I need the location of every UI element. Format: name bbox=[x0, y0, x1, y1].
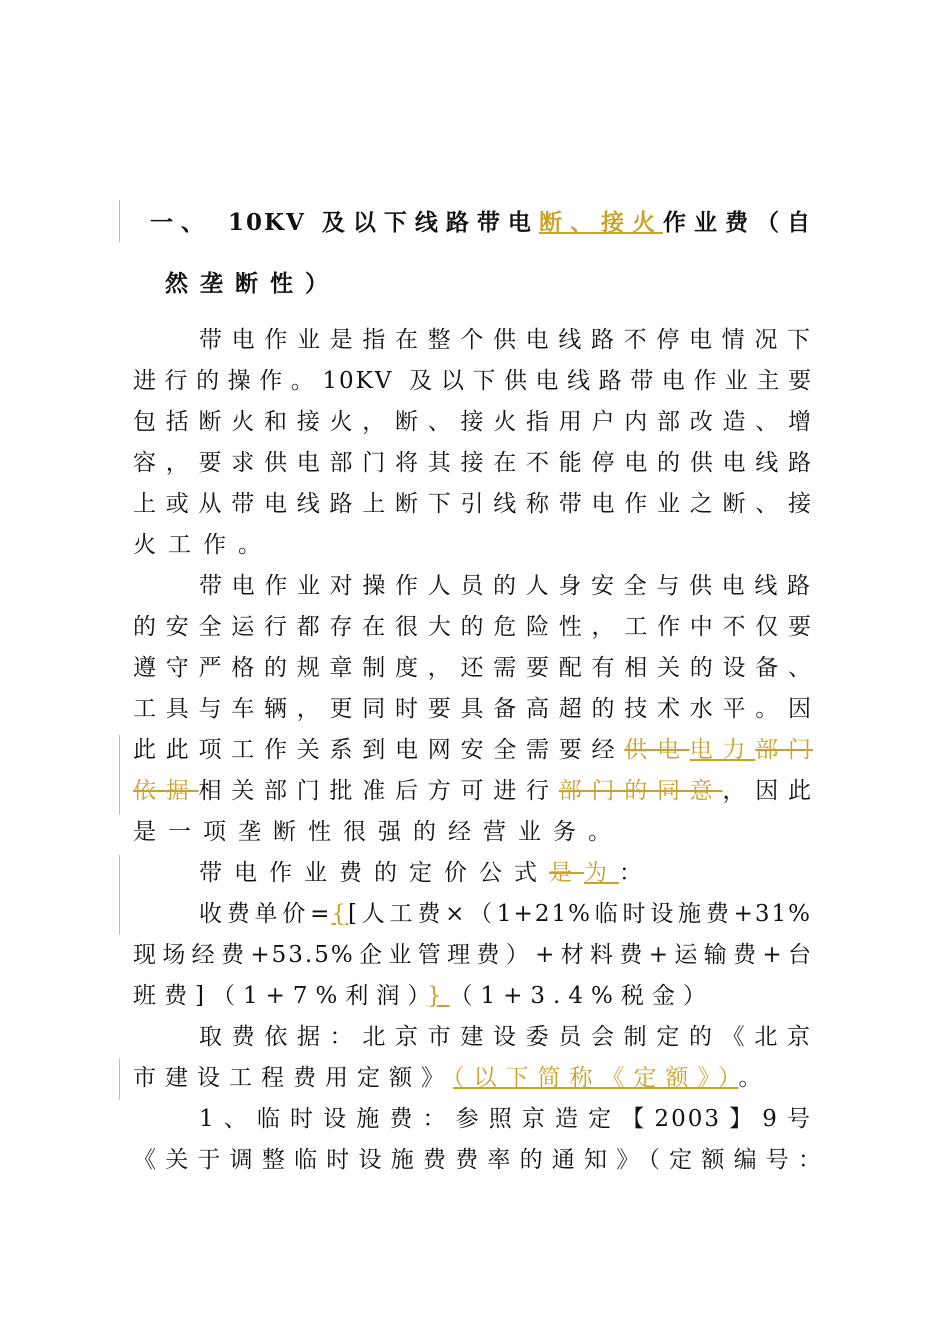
para2-line-7: 是一项垄断性很强的经营业务。 bbox=[133, 819, 623, 845]
change-bar bbox=[119, 200, 120, 242]
para2-line-4: 工具与车辆，更同时要具备高超的技术水平。因 bbox=[133, 696, 813, 722]
para2-line-3: 遵守严格的规章制度，还需要配有相关的设备、 bbox=[133, 655, 813, 681]
change-bar bbox=[119, 735, 120, 815]
formula-intro: 带电作业费的定价公式是为： bbox=[199, 860, 654, 886]
para2-line-2: 的安全运行都存在很大的危险性，工作中不仅要 bbox=[133, 614, 813, 640]
section-heading-line-1: 一、 10KV 及以下线路带电断、接火作业费（自 bbox=[150, 209, 813, 236]
inserted-text: （以下简称《定额》） bbox=[453, 1065, 739, 1091]
para2-line-6: 依据相关部门批准后方可进行部门的同意，因此 bbox=[133, 778, 813, 804]
deleted-text: 供电 bbox=[624, 737, 690, 763]
change-bar bbox=[119, 1058, 120, 1100]
inserted-text: 电力 bbox=[689, 737, 756, 763]
item1-line-1: 1、临时设施费：参照京造定【2003】9号 bbox=[199, 1106, 812, 1132]
para1-line-1: 带电作业是指在整个供电线路不停电情况下 bbox=[199, 327, 812, 353]
para1-line-6: 火工作。 bbox=[133, 532, 273, 558]
basis-line-2: 市建设工程费用定额》（以下简称《定额》）。 bbox=[133, 1065, 771, 1091]
inserted-text: { bbox=[331, 901, 349, 927]
inserted-text: } bbox=[426, 983, 450, 1009]
deleted-text: 依据 bbox=[133, 778, 199, 804]
para1-line-2: 进行的操作。10KV 及以下供电线路带电作业主要 bbox=[133, 368, 813, 394]
para1-line-3: 包括断火和接火，断、接火指用户内部改造、增 bbox=[133, 409, 813, 435]
formula-line-1: 收费单价={[人工费×（1+21%临时设施费+31% bbox=[199, 901, 812, 927]
para1-line-4: 容，要求供电部门将其接在不能停电的供电线路 bbox=[133, 450, 813, 476]
item1-line-2: 《关于调整临时设施费费率的通知》（定额编号： bbox=[133, 1147, 823, 1173]
para2-line-5: 此此项工作关系到电网安全需要经供电电力部门 bbox=[133, 737, 813, 763]
basis-line-1: 取费依据：北京市建设委员会制定的《北京 bbox=[199, 1024, 812, 1050]
section-heading-line-2: 然垄断性） bbox=[165, 270, 340, 297]
para2-line-1: 带电作业对操作人员的人身安全与供电线路 bbox=[199, 573, 812, 599]
inserted-text: 为 bbox=[584, 860, 619, 886]
formula-line-3: 班费]（1+7%利润）}（1+3.4%税金） bbox=[133, 983, 714, 1009]
inserted-text: 断、接火 bbox=[538, 209, 663, 236]
deleted-text: 部门的同意 bbox=[558, 778, 723, 804]
formula-line-2: 现场经费+53.5%企业管理费）+材料费+运输费+台 bbox=[133, 942, 813, 968]
para1-line-5: 上或从带电线路上断下引线称带电作业之断、接 bbox=[133, 491, 813, 517]
change-bar bbox=[119, 855, 120, 935]
deleted-text: 部门 bbox=[755, 737, 813, 763]
deleted-text: 是 bbox=[549, 860, 584, 886]
